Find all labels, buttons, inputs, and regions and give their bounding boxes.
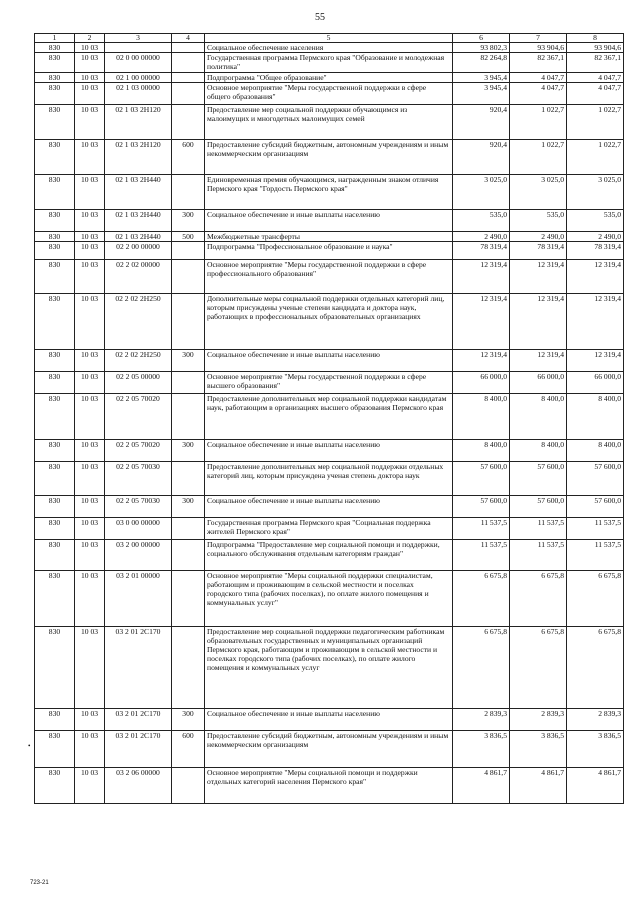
cell-name: Предоставление субсидий бюджетным, автономным учреждениям и иным некоммерческим организациям	[205, 731, 453, 768]
cell-section: 10 03	[75, 462, 105, 496]
cell-section: 10 03	[75, 496, 105, 518]
cell-amount-year3: 1 022,7	[567, 140, 624, 175]
cell-amount-year1: 78 319,4	[453, 242, 510, 260]
header-cell-4: 4	[172, 34, 205, 43]
cell-chapter: 830	[35, 232, 75, 242]
header-cell-5: 5	[205, 34, 453, 43]
cell-name: Дополнительные меры социальной поддержки отдельных категорий лиц, которым присуждены ученые степени кандидата и доктора наук, работающих в профессиональных образовательных организациях	[205, 294, 453, 350]
cell-chapter: 830	[35, 571, 75, 627]
cell-amount-year3: 66 000,0	[567, 372, 624, 394]
cell-amount-year2: 66 000,0	[510, 372, 567, 394]
cell-chapter: 830	[35, 175, 75, 210]
cell-chapter: 830	[35, 105, 75, 140]
cell-section: 10 03	[75, 53, 105, 73]
cell-chapter: 830	[35, 294, 75, 350]
cell-expense-type	[172, 175, 205, 210]
cell-section: 10 03	[75, 210, 105, 232]
cell-amount-year2: 12 319,4	[510, 350, 567, 372]
cell-amount-year1: 82 264,8	[453, 53, 510, 73]
table-row	[35, 43, 624, 53]
cell-expense-type: 300	[172, 350, 205, 372]
cell-amount-year3: 82 367,1	[567, 53, 624, 73]
cell-amount-year2: 4 047,7	[510, 73, 567, 83]
cell-amount-year2: 57 600,0	[510, 462, 567, 496]
cell-section: 10 03	[75, 768, 105, 804]
cell-section: 10 03	[75, 394, 105, 440]
header-cell-3: 3	[105, 34, 172, 43]
cell-name: Социальное обеспечение и иные выплаты населению	[205, 440, 453, 462]
cell-target-article: 03 2 00 00000	[105, 540, 172, 571]
cell-amount-year3: 12 319,4	[567, 350, 624, 372]
cell-amount-year2: 11 537,5	[510, 518, 567, 540]
cell-amount-year1: 3 836,5	[453, 731, 510, 768]
table-row	[35, 440, 624, 462]
cell-target-article: 02 2 05 70030	[105, 462, 172, 496]
cell-chapter: 830	[35, 709, 75, 731]
cell-name: Социальное обеспечение и иные выплаты населению	[205, 350, 453, 372]
cell-section: 10 03	[75, 175, 105, 210]
cell-chapter: 830	[35, 627, 75, 709]
cell-chapter: 830	[35, 440, 75, 462]
cell-amount-year3: 57 600,0	[567, 496, 624, 518]
cell-amount-year3: 11 537,5	[567, 518, 624, 540]
cell-amount-year3: 4 047,7	[567, 73, 624, 83]
cell-chapter: 830	[35, 496, 75, 518]
cell-target-article: 02 1 00 00000	[105, 73, 172, 83]
cell-expense-type	[172, 294, 205, 350]
table-row	[35, 731, 624, 768]
cell-section: 10 03	[75, 73, 105, 83]
cell-target-article: 02 1 03 00000	[105, 83, 172, 105]
page-number: 55	[315, 12, 325, 23]
cell-name: Подпрограмма "Профессиональное образование и наука"	[205, 242, 453, 260]
cell-amount-year1: 57 600,0	[453, 462, 510, 496]
cell-name: Предоставление дополнительных мер социальной поддержки кандидатам наук, работающим в организациях высшего образования Пермского края	[205, 394, 453, 440]
header-cell-1: 1	[35, 34, 75, 43]
cell-section: 10 03	[75, 518, 105, 540]
cell-expense-type	[172, 518, 205, 540]
cell-amount-year3: 1 022,7	[567, 105, 624, 140]
cell-name: Социальное обеспечение и иные выплаты населению	[205, 709, 453, 731]
cell-name: Единовременная премия обучающимся, награжденным знаком отличия Пермского края "Гордость Пермского края"	[205, 175, 453, 210]
header-cell-2: 2	[75, 34, 105, 43]
cell-amount-year3: 4 861,7	[567, 768, 624, 804]
cell-amount-year3: 57 600,0	[567, 462, 624, 496]
cell-name: Основное мероприятие "Меры государственной поддержки в сфере общего образования"	[205, 83, 453, 105]
cell-expense-type	[172, 540, 205, 571]
cell-amount-year1: 920,4	[453, 140, 510, 175]
cell-amount-year1: 2 839,3	[453, 709, 510, 731]
cell-amount-year2: 6 675,8	[510, 627, 567, 709]
cell-expense-type	[172, 372, 205, 394]
cell-name: Социальное обеспечение и иные выплаты населению	[205, 210, 453, 232]
cell-amount-year3: 6 675,8	[567, 627, 624, 709]
cell-chapter: 830	[35, 83, 75, 105]
cell-amount-year1: 11 537,5	[453, 518, 510, 540]
cell-amount-year1: 3 025,0	[453, 175, 510, 210]
cell-chapter: 830	[35, 372, 75, 394]
cell-target-article: 03 2 06 00000	[105, 768, 172, 804]
cell-target-article: 03 2 01 2С170	[105, 709, 172, 731]
cell-name: Предоставление мер социальной поддержки педагогическим работникам образовательных государственных и муниципальных организаций Пермского края, работающим и проживающим в сельской местности и поселках городского типа (рабочих поселках), по оплате жилого помещения и коммунальных услуг	[205, 627, 453, 709]
cell-target-article: 03 2 01 00000	[105, 571, 172, 627]
cell-target-article: 02 2 05 70020	[105, 394, 172, 440]
cell-name: Подпрограмма "Общее образование"	[205, 73, 453, 83]
cell-chapter: 830	[35, 53, 75, 73]
table-row	[35, 462, 624, 496]
margin-mark: •	[28, 742, 31, 750]
cell-amount-year2: 93 904,6	[510, 43, 567, 53]
cell-amount-year2: 3 025,0	[510, 175, 567, 210]
cell-expense-type	[172, 73, 205, 83]
table-row	[35, 83, 624, 105]
cell-amount-year1: 12 319,4	[453, 350, 510, 372]
cell-amount-year1: 6 675,8	[453, 627, 510, 709]
cell-amount-year3: 12 319,4	[567, 294, 624, 350]
cell-expense-type	[172, 242, 205, 260]
cell-amount-year2: 8 400,0	[510, 394, 567, 440]
table-row	[35, 175, 624, 210]
cell-section: 10 03	[75, 350, 105, 372]
cell-expense-type: 500	[172, 232, 205, 242]
cell-amount-year1: 3 945,4	[453, 73, 510, 83]
cell-section: 10 03	[75, 83, 105, 105]
table-row	[35, 242, 624, 260]
cell-amount-year3: 4 047,7	[567, 83, 624, 105]
cell-name: Предоставление мер социальной поддержки обучающимся из малоимущих и многодетных малоимущих семей	[205, 105, 453, 140]
table-row	[35, 53, 624, 73]
cell-target-article: 02 1 03 2Н440	[105, 210, 172, 232]
table-row	[35, 260, 624, 294]
table-row	[35, 350, 624, 372]
cell-chapter: 830	[35, 731, 75, 768]
cell-target-article: 02 2 05 70030	[105, 496, 172, 518]
cell-name: Предоставление дополнительных мер социальной поддержки отдельных категорий лиц, которым присуждена ученая степень доктора наук	[205, 462, 453, 496]
cell-target-article: 02 0 00 00000	[105, 53, 172, 73]
table-row	[35, 372, 624, 394]
table-row	[35, 496, 624, 518]
cell-chapter: 830	[35, 73, 75, 83]
cell-chapter: 830	[35, 140, 75, 175]
table-row	[35, 105, 624, 140]
table-row	[35, 709, 624, 731]
header-cell-7: 7	[510, 34, 567, 43]
cell-name: Государственная программа Пермского края "Социальная поддержка жителей Пермского края"	[205, 518, 453, 540]
cell-amount-year1: 2 490,0	[453, 232, 510, 242]
cell-amount-year2: 1 022,7	[510, 105, 567, 140]
cell-target-article: 02 2 02 2Н250	[105, 294, 172, 350]
cell-chapter: 830	[35, 350, 75, 372]
cell-section: 10 03	[75, 260, 105, 294]
cell-amount-year3: 535,0	[567, 210, 624, 232]
table-row	[35, 140, 624, 175]
cell-expense-type	[172, 394, 205, 440]
cell-target-article: 03 2 01 2С170	[105, 627, 172, 709]
cell-target-article: 03 0 00 00000	[105, 518, 172, 540]
cell-name: Основное мероприятие "Меры государственной поддержки в сфере профессионального образования"	[205, 260, 453, 294]
cell-chapter: 830	[35, 768, 75, 804]
cell-target-article: 02 2 05 70020	[105, 440, 172, 462]
cell-amount-year2: 3 836,5	[510, 731, 567, 768]
cell-amount-year2: 6 675,8	[510, 571, 567, 627]
cell-expense-type	[172, 53, 205, 73]
cell-target-article: 02 2 02 00000	[105, 260, 172, 294]
cell-amount-year2: 11 537,5	[510, 540, 567, 571]
cell-expense-type: 600	[172, 140, 205, 175]
cell-amount-year2: 4 861,7	[510, 768, 567, 804]
cell-amount-year3: 2 839,3	[567, 709, 624, 731]
cell-name: Предоставление субсидий бюджетным, автономным учреждениям и иным некоммерческим организациям	[205, 140, 453, 175]
cell-amount-year1: 57 600,0	[453, 496, 510, 518]
footer-code: 723-21	[30, 880, 49, 886]
cell-target-article: 02 2 05 00000	[105, 372, 172, 394]
table-row	[35, 627, 624, 709]
cell-name: Государственная программа Пермского края "Образование и молодежная политика"	[205, 53, 453, 73]
cell-chapter: 830	[35, 43, 75, 53]
cell-amount-year2: 12 319,4	[510, 260, 567, 294]
cell-amount-year2: 12 319,4	[510, 294, 567, 350]
cell-section: 10 03	[75, 242, 105, 260]
cell-expense-type: 300	[172, 210, 205, 232]
cell-expense-type	[172, 83, 205, 105]
cell-name: Основное мероприятие "Меры государственной поддержки в сфере высшего образования"	[205, 372, 453, 394]
table-row	[35, 232, 624, 242]
cell-amount-year2: 4 047,7	[510, 83, 567, 105]
cell-section: 10 03	[75, 571, 105, 627]
cell-amount-year1: 535,0	[453, 210, 510, 232]
cell-amount-year3: 78 319,4	[567, 242, 624, 260]
table-row	[35, 294, 624, 350]
cell-expense-type	[172, 43, 205, 53]
cell-amount-year1: 12 319,4	[453, 260, 510, 294]
cell-expense-type: 300	[172, 440, 205, 462]
header-cell-8: 8	[567, 34, 624, 43]
cell-chapter: 830	[35, 260, 75, 294]
cell-section: 10 03	[75, 627, 105, 709]
cell-section: 10 03	[75, 440, 105, 462]
cell-expense-type	[172, 768, 205, 804]
cell-expense-type	[172, 571, 205, 627]
cell-amount-year1: 12 319,4	[453, 294, 510, 350]
cell-section: 10 03	[75, 140, 105, 175]
cell-amount-year2: 78 319,4	[510, 242, 567, 260]
cell-expense-type	[172, 105, 205, 140]
cell-target-article: 02 2 02 2Н250	[105, 350, 172, 372]
cell-expense-type: 300	[172, 496, 205, 518]
cell-name: Основное мероприятие "Меры социальной поддержки специалистам, работающим и проживающим в сельской местности и поселках городского типа (рабочих поселках), по оплате жилого помещения и коммунальных услуг"	[205, 571, 453, 627]
cell-target-article	[105, 43, 172, 53]
cell-amount-year1: 3 945,4	[453, 83, 510, 105]
cell-amount-year1: 4 861,7	[453, 768, 510, 804]
cell-target-article: 02 1 03 2Н120	[105, 105, 172, 140]
cell-amount-year1: 6 675,8	[453, 571, 510, 627]
cell-expense-type: 300	[172, 709, 205, 731]
cell-chapter: 830	[35, 242, 75, 260]
cell-expense-type	[172, 627, 205, 709]
cell-amount-year1: 11 537,5	[453, 540, 510, 571]
cell-expense-type: 600	[172, 731, 205, 768]
cell-amount-year1: 93 802,3	[453, 43, 510, 53]
cell-section: 10 03	[75, 232, 105, 242]
table-row	[35, 518, 624, 540]
header-row	[35, 34, 624, 43]
cell-amount-year2: 82 367,1	[510, 53, 567, 73]
cell-amount-year3: 6 675,8	[567, 571, 624, 627]
cell-target-article: 02 1 03 2Н120	[105, 140, 172, 175]
cell-expense-type	[172, 260, 205, 294]
budget-table	[34, 33, 624, 804]
cell-amount-year2: 8 400,0	[510, 440, 567, 462]
cell-expense-type	[172, 462, 205, 496]
cell-section: 10 03	[75, 105, 105, 140]
cell-name: Основное мероприятие "Меры социальной помощи и поддержки отдельных категорий населения Пермского края"	[205, 768, 453, 804]
cell-chapter: 830	[35, 210, 75, 232]
cell-amount-year3: 93 904,6	[567, 43, 624, 53]
cell-section: 10 03	[75, 709, 105, 731]
cell-amount-year3: 11 537,5	[567, 540, 624, 571]
cell-name: Межбюджетные трансферты	[205, 232, 453, 242]
table-row	[35, 210, 624, 232]
cell-section: 10 03	[75, 43, 105, 53]
cell-section: 10 03	[75, 731, 105, 768]
cell-name: Социальное обеспечение и иные выплаты населению	[205, 496, 453, 518]
table-row	[35, 768, 624, 804]
table-row	[35, 73, 624, 83]
cell-chapter: 830	[35, 462, 75, 496]
cell-amount-year1: 8 400,0	[453, 440, 510, 462]
header-cell-6: 6	[453, 34, 510, 43]
cell-amount-year3: 8 400,0	[567, 440, 624, 462]
cell-amount-year2: 535,0	[510, 210, 567, 232]
cell-amount-year3: 12 319,4	[567, 260, 624, 294]
cell-amount-year2: 57 600,0	[510, 496, 567, 518]
table-row	[35, 540, 624, 571]
cell-target-article: 02 1 03 2Н440	[105, 175, 172, 210]
cell-amount-year3: 8 400,0	[567, 394, 624, 440]
cell-name: Социальное обеспечение населения	[205, 43, 453, 53]
cell-chapter: 830	[35, 518, 75, 540]
cell-amount-year1: 8 400,0	[453, 394, 510, 440]
cell-amount-year2: 2 490,0	[510, 232, 567, 242]
cell-target-article: 02 2 00 00000	[105, 242, 172, 260]
cell-section: 10 03	[75, 294, 105, 350]
table-body	[35, 43, 624, 804]
cell-amount-year1: 920,4	[453, 105, 510, 140]
cell-amount-year3: 3 836,5	[567, 731, 624, 768]
cell-amount-year3: 3 025,0	[567, 175, 624, 210]
cell-target-article: 03 2 01 2С170	[105, 731, 172, 768]
cell-amount-year3: 2 490,0	[567, 232, 624, 242]
cell-target-article: 02 1 03 2Н440	[105, 232, 172, 242]
cell-section: 10 03	[75, 540, 105, 571]
cell-amount-year1: 66 000,0	[453, 372, 510, 394]
cell-name: Подпрограмма "Предоставление мер социальной помощи и поддержки, социального обслуживания отдельным категориям граждан"	[205, 540, 453, 571]
cell-chapter: 830	[35, 540, 75, 571]
cell-amount-year2: 2 839,3	[510, 709, 567, 731]
cell-chapter: 830	[35, 394, 75, 440]
cell-section: 10 03	[75, 372, 105, 394]
cell-amount-year2: 1 022,7	[510, 140, 567, 175]
table-row	[35, 571, 624, 627]
table-row	[35, 394, 624, 440]
